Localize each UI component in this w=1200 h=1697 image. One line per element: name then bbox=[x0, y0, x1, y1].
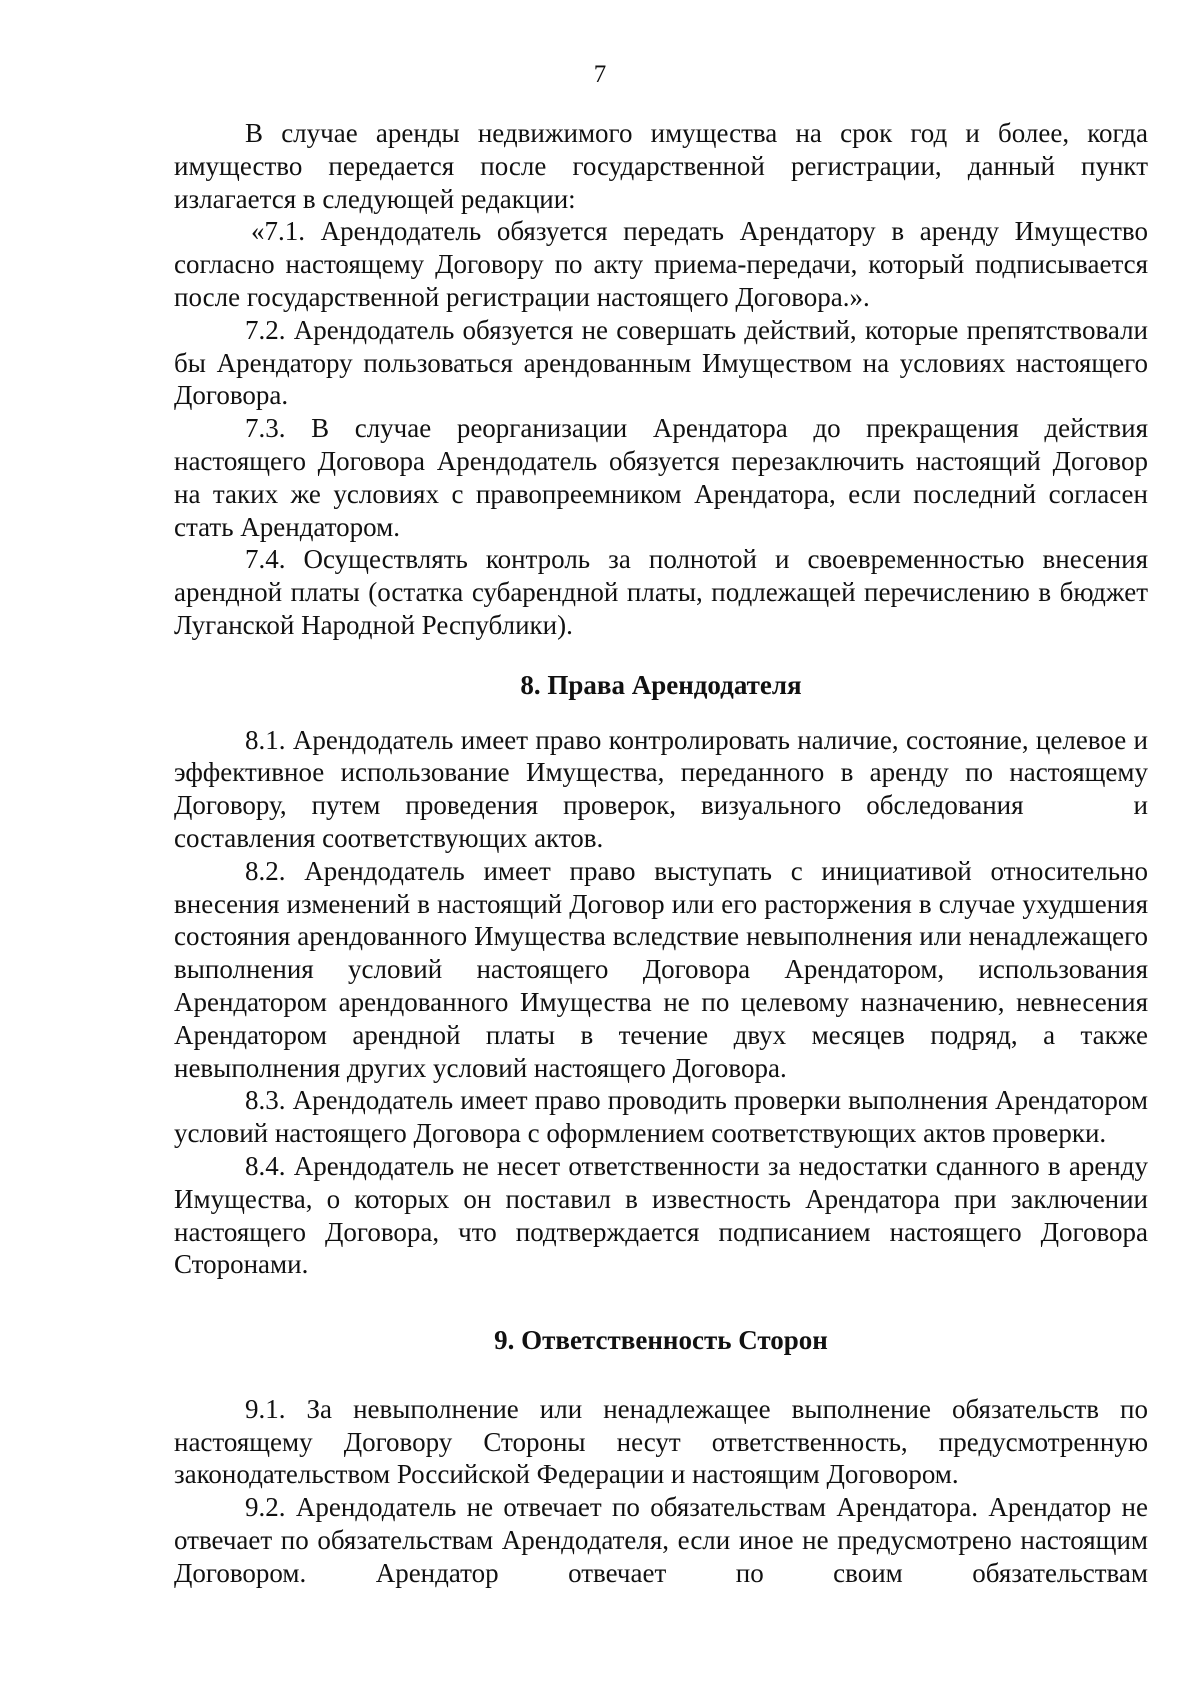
paragraph-8-1-part2: и составления соответствующих актов. bbox=[174, 790, 1148, 853]
paragraph-8-4: 8.4. Арендодатель не несет ответственности за недостатки сданного в аренду Имущества, о которых он поставил в известность Арендатора при заключении настоящего Договора, что подтверждается подписанием настоящего Договора Сторонами. bbox=[174, 1150, 1148, 1280]
paragraph-7-1-quote: «7.1. Арендодатель обязуется передать Арендатору в аренду Имущество согласно настоящему Договору по акту приема-передачи, который подписывается после государственной регистрации настоящего Договора.». bbox=[174, 216, 1148, 312]
paragraph-7-3: 7.3. В случае реорганизации Арендатора до прекращения действия настоящего Договора Арендодатель обязуется перезаключить настоящий Договор на таких же условиях с правопреемником Арендатора, если последний согласен стать Арендатором. bbox=[174, 413, 1148, 542]
paragraph-8-3: 8.3. Арендодатель имеет право проводить проверки выполнения Арендатором условий настоящего Договора с оформлением соответствующих актов проверки. bbox=[174, 1085, 1148, 1149]
document-body bbox=[174, 117, 1148, 1590]
paragraph-8-1 bbox=[174, 724, 1148, 855]
paragraph-8-2: 8.2. Арендодатель имеет право выступать с инициативой относительно внесения изменений в настоящий Договор или его расторжения в случае ухудшения состояния арендованного Имущества вследствие невыполнения или ненадлежащего выполнения условий настоящего Договора Арендатором, использования Арендатором арендованного Имущества не по целевому назначению, невнесения Арендатором арендной платы в течение двух месяцев подряд, а также невыполнения других условий настоящего Договора. bbox=[174, 855, 1148, 1083]
paragraph-intro: В случае аренды недвижимого имущества на срок год и более, когда имущество передается после государственной регистрации, данный пункт излагается в следующей редакции: bbox=[174, 118, 1148, 214]
section-8-heading: 8. Права Арендодателя bbox=[520, 669, 802, 700]
paragraph-8-1-part1: 8.1. Арендодатель имеет право контролировать наличие, состояние, целевое и эффективное использование Имущества, переданного в аренду по настоящему Договору, путем проведения проверок, визуального обследования bbox=[174, 724, 1148, 821]
paragraph-9-2: 9.2. Арендодатель не отвечает по обязательствам Арендатора. Арендатор не отвечает по обязательствам Арендодателя, если иное не предусмотрено настоящим Договором. Арендатор отвечает по своим обязательствам bbox=[174, 1492, 1148, 1588]
paragraph-7-2: 7.2. Арендодатель обязуется не совершать действий, которые препятствовали бы Арендатору пользоваться арендованным Имуществом на условиях настоящего Договора. bbox=[174, 314, 1148, 411]
paragraph-7-4: 7.4. Осуществлять контроль за полнотой и своевременностью внесения арендной платы (остатка субарендной платы, подлежащей перечислению в бюджет Луганской Народной Республики). bbox=[174, 544, 1148, 640]
paragraph-9-1: 9.1. За невыполнение или ненадлежащее выполнение обязательств по настоящему Договору Стороны несут ответственность, предусмотренную законодательством Российской Федерации и настоящим Договором. bbox=[174, 1393, 1148, 1490]
page-number: 7 bbox=[593, 61, 607, 88]
section-9-heading: 9. Ответственность Сторон bbox=[494, 1325, 828, 1356]
